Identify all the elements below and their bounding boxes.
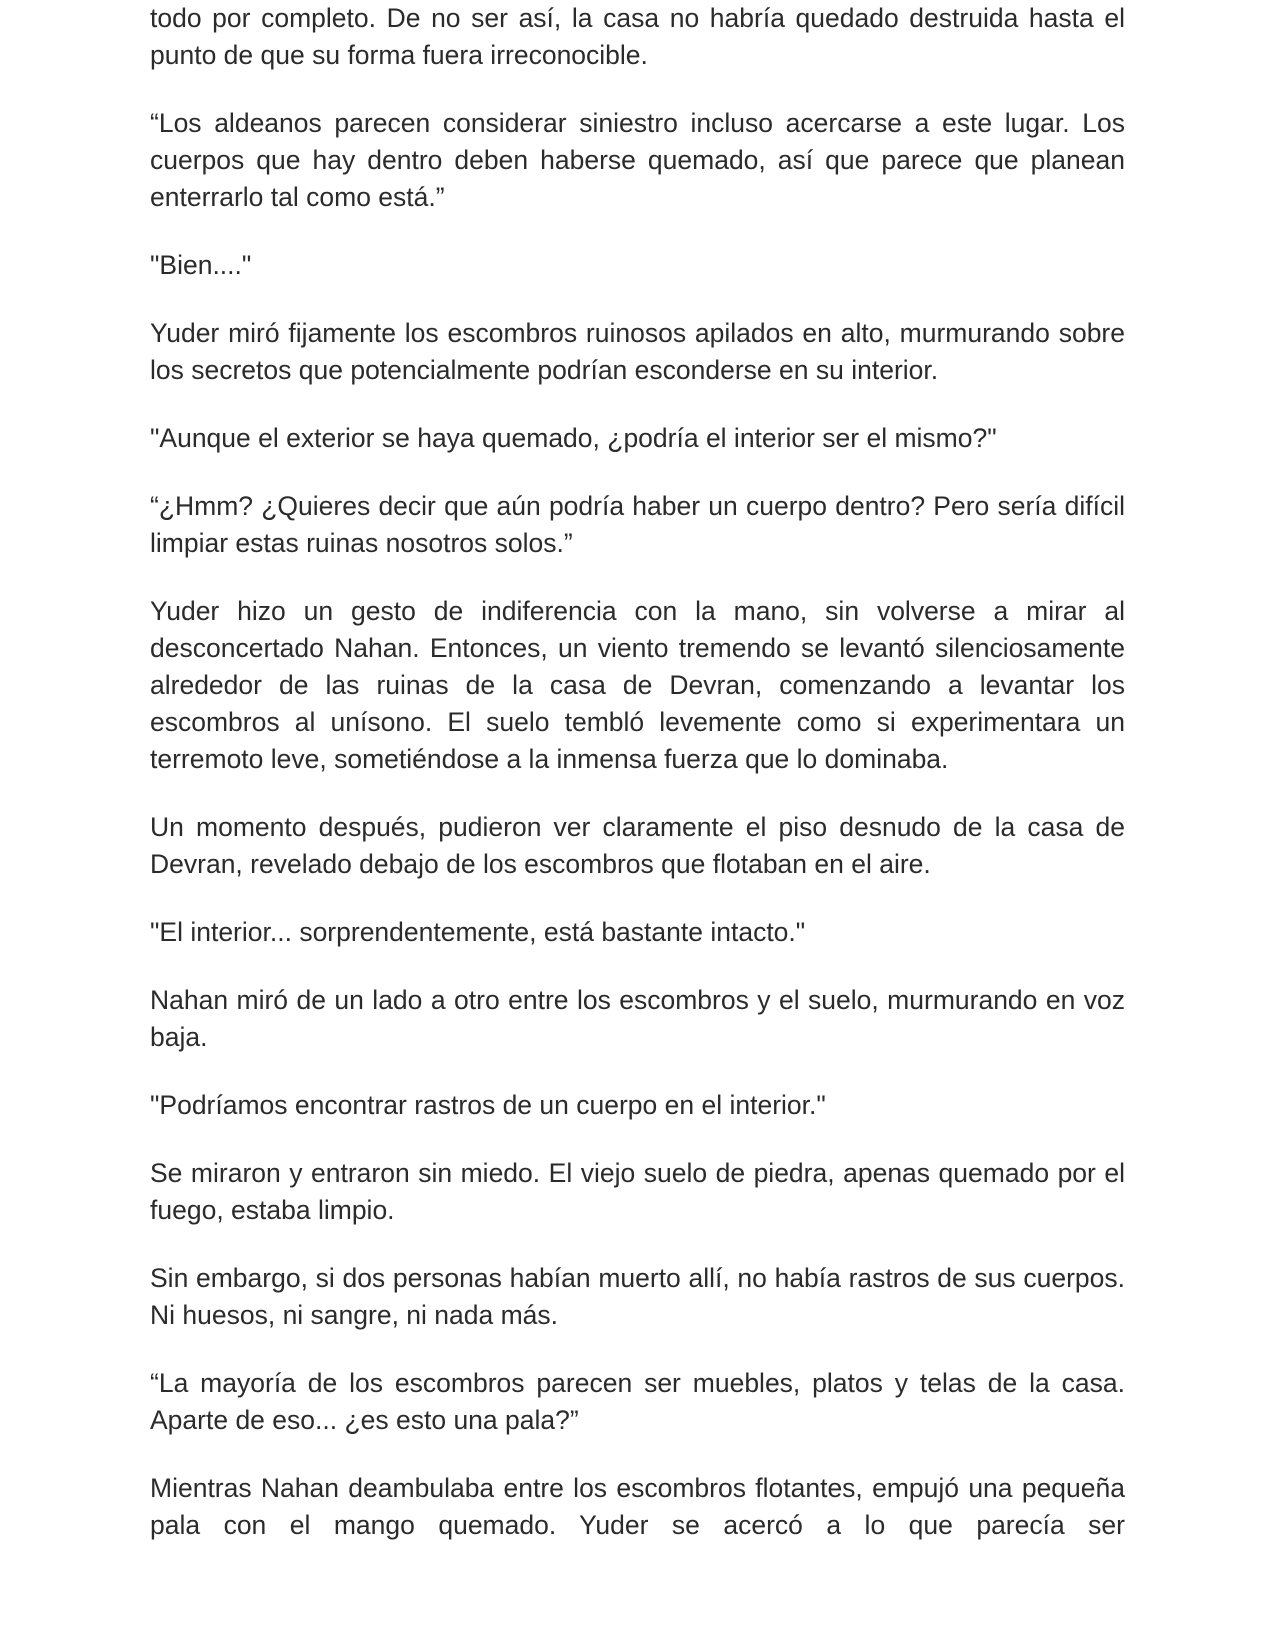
paragraph: Un momento después, pudieron ver claramente el piso desnudo de la casa de Devran, revelado debajo de los escombros que flotaban en el aire. (150, 812, 1125, 879)
paragraph: todo por completo. De no ser así, la casa no habría quedado destruida hasta el punto de que su forma fuera irreconocible. (150, 3, 1125, 70)
paragraph: Sin embargo, si dos personas habían muerto allí, no había rastros de sus cuerpos. Ni huesos, ni sangre, ni nada más. (150, 1263, 1125, 1330)
paragraph: Yuder hizo un gesto de indiferencia con la mano, sin volverse a mirar al desconcertado Nahan. Entonces, un viento tremendo se levantó silenciosamente alrededor de las ruinas de la casa de Devran, comenzando a levantar los escombros al unísono. El suelo tembló levemente como si experimentara un terremoto leve, sometiéndose a la inmensa fuerza que lo dominaba. (150, 596, 1125, 774)
paragraph: “Los aldeanos parecen considerar siniestro incluso acercarse a este lugar. Los cuerpos que hay dentro deben haberse quemado, así que parece que planean enterrarlo tal como está.” (150, 108, 1125, 212)
paragraph: Yuder miró fijamente los escombros ruinosos apilados en alto, murmurando sobre los secretos que potencialmente podrían esconderse en su interior. (150, 318, 1125, 385)
paragraph: "Bien...." (150, 250, 252, 280)
paragraph: "Aunque el exterior se haya quemado, ¿podría el interior ser el mismo?" (150, 423, 997, 453)
paragraph: "Podríamos encontrar rastros de un cuerpo en el interior." (150, 1090, 826, 1120)
paragraph: “¿Hmm? ¿Quieres decir que aún podría haber un cuerpo dentro? Pero sería difícil limpiar estas ruinas nosotros solos.” (150, 491, 1125, 558)
paragraph: Se miraron y entraron sin miedo. El viejo suelo de piedra, apenas quemado por el fuego, estaba limpio. (150, 1158, 1125, 1225)
paragraph: Nahan miró de un lado a otro entre los escombros y el suelo, murmurando en voz baja. (150, 985, 1125, 1052)
document-page (150, 0, 1125, 1575)
paragraph: "El interior... sorprendentemente, está bastante intacto." (150, 917, 806, 947)
paragraph: “La mayoría de los escombros parecen ser muebles, platos y telas de la casa. Aparte de eso... ¿es esto una pala?” (150, 1368, 1125, 1435)
paragraph: Mientras Nahan deambulaba entre los escombros flotantes, empujó una pequeña pala con el mango quemado. Yuder se acercó a lo que parecía ser (150, 1473, 1125, 1540)
